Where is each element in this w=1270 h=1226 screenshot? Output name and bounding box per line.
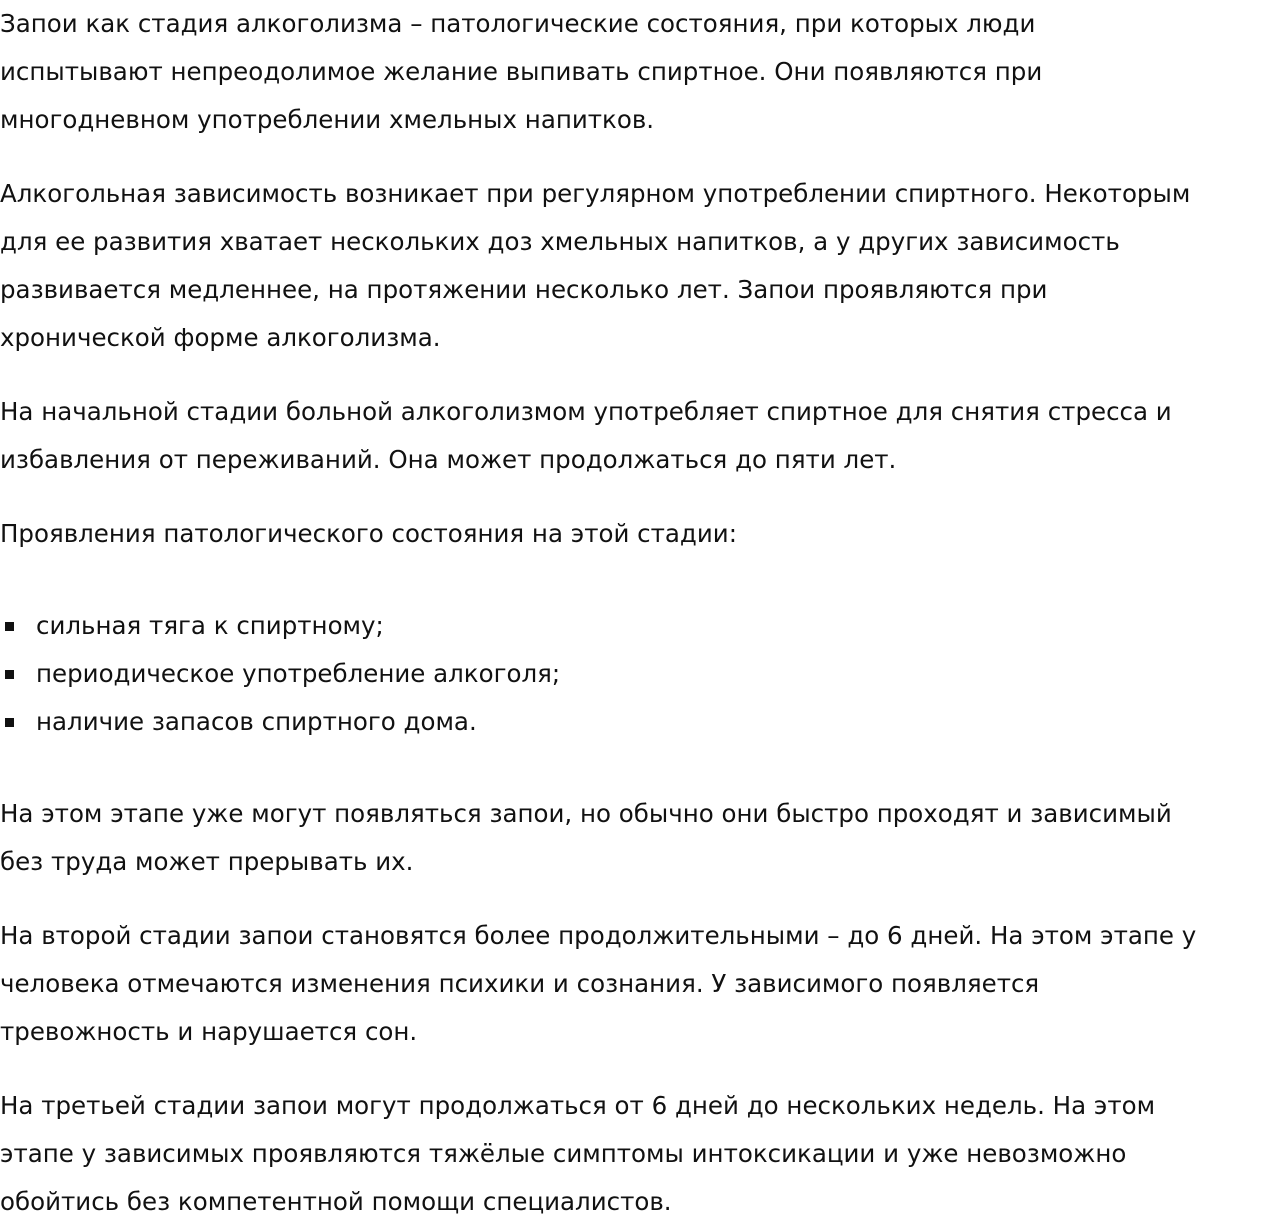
list-item-text: наличие запасов спиртного дома. (36, 707, 477, 736)
text-line: тревожность и нарушается сон. (0, 1017, 418, 1046)
text-line: многодневном употреблении хмельных напитков. (0, 105, 655, 134)
text-line: испытывают непреодолимое желание выпивать спиртное. Они появляются при (0, 57, 1043, 86)
text-line: На третьей стадии запои могут продолжаться от 6 дней до нескольких недель. На этом (0, 1091, 1156, 1120)
text-line: На этом этапе уже могут появляться запои, но обычно они быстро проходят и зависимый (0, 799, 1172, 828)
text-line: избавления от переживаний. Она может продолжаться до пяти лет. (0, 445, 897, 474)
square-bullet-icon (5, 718, 14, 727)
list-item (0, 698, 1270, 746)
text-line: хронической форме алкоголизма. (0, 323, 441, 352)
paragraph-first-stage-binges (0, 790, 1270, 886)
text-line: развивается медленнее, на протяжении несколько лет. Запои проявляются при (0, 275, 1048, 304)
list-item-text: сильная тяга к спиртному; (36, 611, 384, 640)
paragraph-intro (0, 0, 1270, 144)
symptoms-list (0, 602, 1270, 746)
list-item (0, 650, 1270, 698)
paragraph-third-stage (0, 1082, 1270, 1226)
text-line: На второй стадии запои становятся более продолжительными – до 6 дней. На этом этапе у (0, 921, 1197, 950)
paragraph-dependence (0, 170, 1270, 362)
list-item (0, 602, 1270, 650)
text-line: Проявления патологического состояния на этой стадии: (0, 519, 737, 548)
text-line: Запои как стадия алкоголизма – патологические состояния, при которых люди (0, 9, 1036, 38)
text-line: человека отмечаются изменения психики и сознания. У зависимого появляется (0, 969, 1040, 998)
text-line: для ее развития хватает нескольких доз хмельных напитков, а у других зависимость (0, 227, 1120, 256)
paragraph-list-intro (0, 510, 1270, 558)
text-line: обойтись без компетентной помощи специалистов. (0, 1187, 672, 1216)
square-bullet-icon (5, 670, 14, 679)
text-line: Алкогольная зависимость возникает при регулярном употреблении спиртного. Некоторым (0, 179, 1191, 208)
paragraph-second-stage (0, 912, 1270, 1056)
paragraph-initial-stage (0, 388, 1270, 484)
text-line: без труда может прерывать их. (0, 847, 414, 876)
square-bullet-icon (5, 622, 14, 631)
text-line: этапе у зависимых проявляются тяжёлые симптомы интоксикации и уже невозможно (0, 1139, 1127, 1168)
text-line: На начальной стадии больной алкоголизмом употребляет спиртное для снятия стресса и (0, 397, 1172, 426)
list-item-text: периодическое употребление алкоголя; (36, 659, 561, 688)
